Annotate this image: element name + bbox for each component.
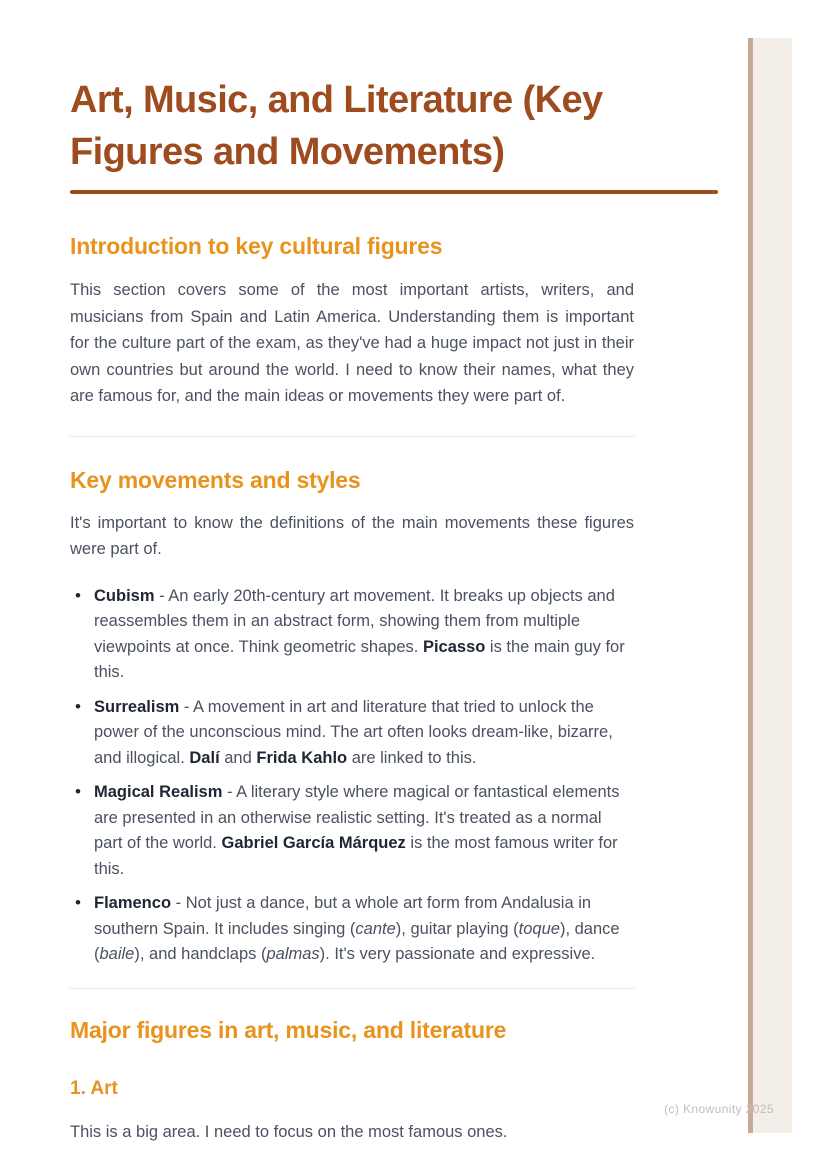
- next-page-edge: [748, 38, 792, 1133]
- movement-item: [70, 584, 634, 686]
- run-text: is the main guy for this.: [94, 637, 625, 681]
- section-heading-major-figures: Major figures in art, music, and literature: [70, 1016, 507, 1043]
- section-divider: [70, 988, 634, 989]
- highlighted-term: Surrealism: [94, 697, 180, 716]
- run-text: and: [219, 748, 257, 767]
- highlighted-term: Dalí: [189, 748, 220, 767]
- section-heading-intro: Introduction to key cultural figures: [70, 233, 443, 259]
- title-divider: [70, 190, 718, 194]
- run-text: ). It's very passionate and expressive.: [319, 945, 596, 963]
- page-title: Art, Music, and Literature (Key Figures and Movements): [70, 79, 603, 173]
- foreign-term: cante: [355, 919, 396, 938]
- movement-item: [70, 780, 634, 882]
- highlighted-term: Gabriel García Márquez: [221, 834, 406, 852]
- movement-list: [70, 584, 634, 968]
- run-text: is the most famous writer for this.: [94, 834, 618, 878]
- run-text: ), dance (: [94, 919, 620, 963]
- bullet-marker: •: [75, 696, 81, 716]
- run-text: ), guitar playing (: [395, 919, 519, 938]
- movement-item: [70, 891, 634, 968]
- highlighted-term: Flamenco: [94, 894, 172, 912]
- highlighted-term: Frida Kahlo: [256, 748, 348, 767]
- art-paragraph: This is a big area. I need to focus on the most famous ones.: [70, 1122, 508, 1141]
- section-divider: [70, 436, 634, 437]
- highlighted-term: Magical Realism: [94, 783, 223, 801]
- highlighted-term: Picasso: [422, 637, 486, 656]
- run-text: - A literary style where magical or fantastical elements are presented in an otherwise realistic setting. It's treated as a normal part of the world.: [94, 783, 620, 852]
- run-text: - Not just a dance, but a whole art form from Andalusia in southern Spain. It includes singing (: [94, 894, 592, 938]
- bullet-marker: •: [75, 585, 81, 605]
- bullet-marker: •: [75, 782, 81, 801]
- highlighted-term: Cubism: [94, 586, 155, 605]
- movements-paragraph: It's important to know the definitions of the main movements these figures were part of.: [70, 513, 634, 558]
- foreign-term: palmas: [266, 945, 320, 963]
- page-content: [70, 0, 718, 1145]
- bullet-marker: •: [75, 893, 81, 912]
- run-text: - A movement in art and literature that tried to unlock the power of the unconscious mind. The art often looks dream-like, bizarre, and illogical.: [94, 697, 613, 767]
- run-text: - An early 20th-century art movement. It breaks up objects and reassembles them in an abstract form, showing them from multiple viewpoints at once. Think geometric shapes.: [94, 586, 615, 656]
- foreign-term: toque: [518, 919, 560, 938]
- intro-paragraph: This section covers some of the most important artists, writers, and musicians from Spain and Latin America. Understanding them is important for the culture part of the exam, as they've had a huge impact not just in their own countries but around the world. I need to know their names, what they are famous for, and the main ideas or movements they were part of.: [70, 281, 634, 405]
- run-text: ), and handclaps (: [134, 945, 267, 963]
- section-heading-movements: Key movements and styles: [70, 466, 361, 493]
- copyright-note: (c) Knowunity 2025: [664, 1102, 774, 1116]
- subsection-heading-art: 1. Art: [70, 1077, 118, 1099]
- run-text: are linked to this.: [347, 748, 477, 767]
- foreign-term: baile: [99, 945, 135, 963]
- movement-item: [70, 695, 634, 772]
